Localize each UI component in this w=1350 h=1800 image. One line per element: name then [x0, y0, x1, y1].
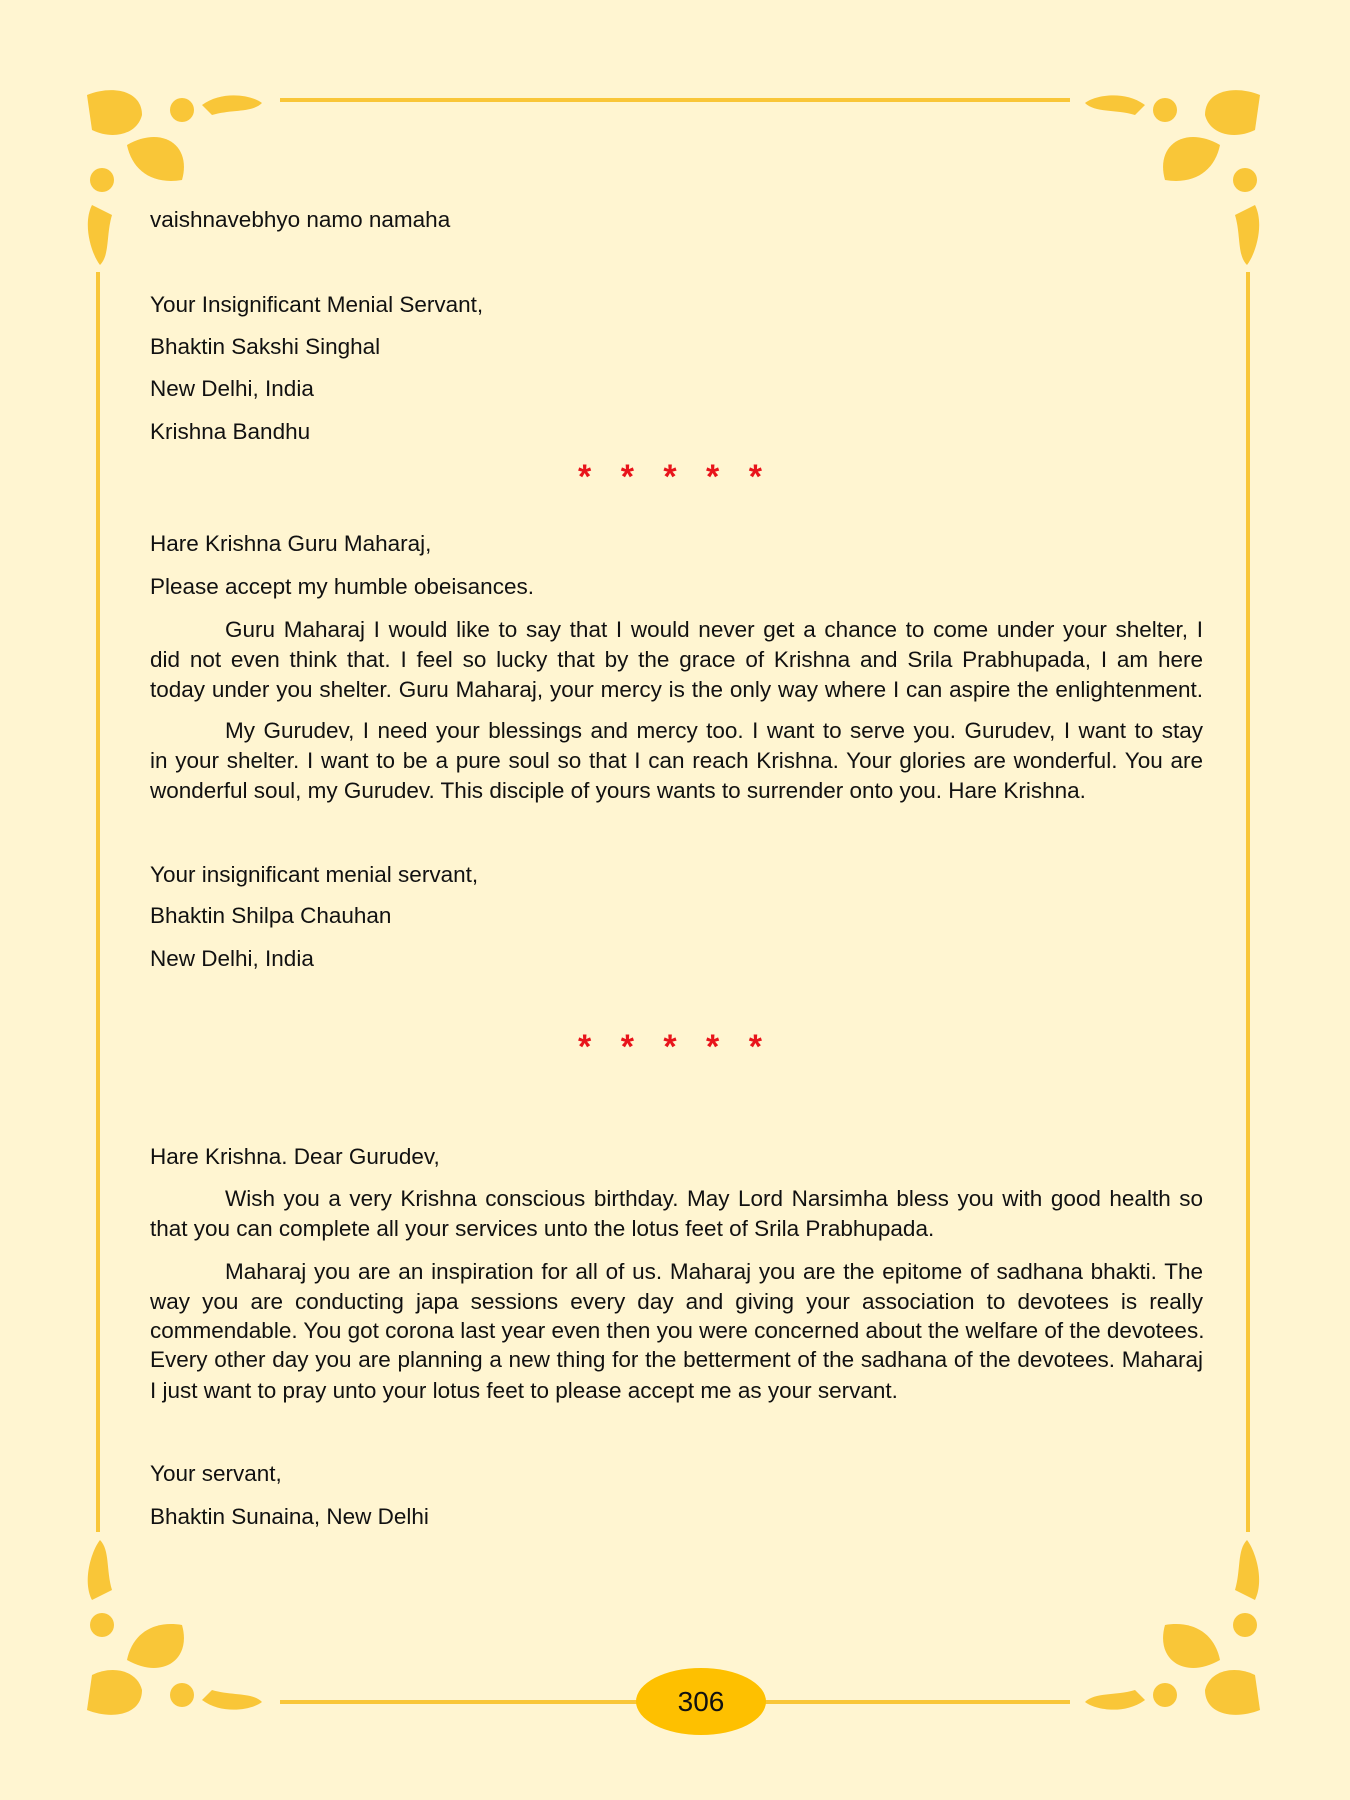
signature-name: Bhaktin Sakshi Singhal [150, 334, 381, 359]
signature-location: New Delhi, India [150, 376, 314, 401]
paragraph-line: Every other day you are planning a new thing for the betterment of the sadhana of the devotees. Maharaj [150, 1347, 1203, 1372]
separator-stars: * * * * * [578, 458, 772, 496]
letter-obeisance: Please accept my humble obeisances. [150, 574, 534, 599]
closing-line: vaishnavebhyo namo namaha [150, 207, 451, 232]
signature-line: Your insignificant menial servant, [150, 862, 479, 887]
signature-line: Your Insignificant Menial Servant, [150, 292, 484, 317]
signature-location: New Delhi, India [150, 946, 314, 971]
signature-line: Your servant, [150, 1461, 282, 1486]
border-top [280, 98, 1070, 102]
paragraph-line: Maharaj you are an inspiration for all of us. Maharaj you are the epitome of sadhana bhakti. The [225, 1259, 1203, 1284]
paragraph-line: today under you shelter. Guru Maharaj, your mercy is the only way where I can aspire the enlightenment. [150, 677, 1203, 702]
paragraph-line: Guru Maharaj I would like to say that I would never get a chance to come under your shelter, I [225, 617, 1203, 642]
paragraph-line: I just want to pray unto your lotus feet to please accept me as your servant. [150, 1378, 898, 1403]
corner-ornament-icon [1075, 85, 1265, 275]
paragraph-line: Wish you a very Krishna conscious birthday. May Lord Narsimha bless you with good health so [225, 1186, 1203, 1211]
paragraph-line: way you are conducting japa sessions every day and giving your association to devotees is really [150, 1289, 1203, 1314]
signature-group: Krishna Bandhu [150, 419, 311, 444]
paragraph-line: that you can complete all your services unto the lotus feet of Srila Prabhupada. [150, 1216, 935, 1241]
corner-ornament-icon [1075, 1530, 1265, 1720]
separator-stars: * * * * * [578, 1028, 772, 1066]
paragraph-line: My Gurudev, I need your blessings and mercy too. I want to serve you. Gurudev, I want to stay [225, 718, 1203, 743]
paragraph-line: did not even think that. I feel so lucky that by the grace of Krishna and Srila Prabhupada, I am here [150, 647, 1203, 672]
signature-name: Bhaktin Sunaina, New Delhi [150, 1504, 429, 1529]
letter-greeting: Hare Krishna Guru Maharaj, [150, 531, 432, 556]
corner-ornament-icon [82, 1530, 272, 1720]
paragraph-line: wonderful soul, my Gurudev. This disciple of yours wants to surrender onto you. Hare Krishna. [150, 778, 1086, 803]
page-number-text: 306 [677, 1685, 725, 1717]
paragraph-line: in your shelter. I want to be a pure soul so that I can reach Krishna. Your glories are wonderful. You are [150, 748, 1203, 773]
letter-greeting: Hare Krishna. Dear Gurudev, [150, 1144, 440, 1169]
corner-ornament-icon [82, 85, 272, 275]
paragraph-line: commendable. You got corona last year even then you were concerned about the welfare of the devotees. [150, 1318, 1205, 1343]
signature-name: Bhaktin Shilpa Chauhan [150, 903, 392, 928]
page-number [636, 1668, 766, 1735]
